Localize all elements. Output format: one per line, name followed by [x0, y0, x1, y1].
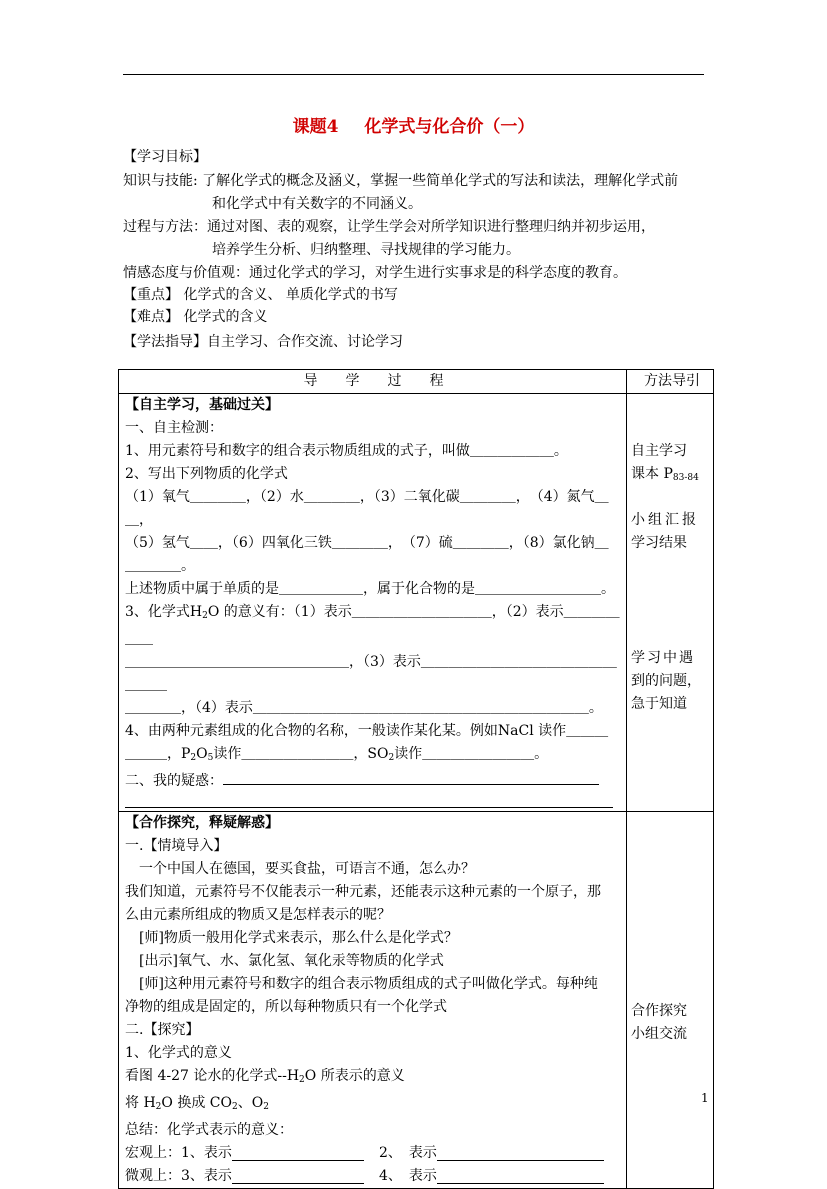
objective-knowledge-cont: 和化学式中有关数字的不同涵义。 [212, 196, 422, 212]
cooperative-content [119, 812, 627, 1189]
macro-2-label: 2、 表示 [379, 1145, 437, 1161]
self-study-content [119, 394, 627, 812]
question-3-cont2: ＿＿＿＿，（4）表示＿＿＿＿＿＿＿＿＿＿＿＿＿＿＿＿＿＿＿＿＿＿＿＿。 [125, 700, 603, 716]
micro-3-blank[interactable] [232, 1169, 364, 1184]
doubts-row-2 [125, 793, 622, 811]
page-number: 1 [701, 1091, 709, 1105]
intro-text-1: 我们知道，元素符号不仅能表示一种元素，还能表示这种元素的一个原子，那 [125, 884, 601, 900]
scenario-text: 一个中国人在德国，要买食盐，可语言不通，怎么办？ [125, 861, 475, 877]
teacher-definition-1: [师]这种用元素符号和数字的组合表示物质组成的式子叫做化学式。每种纯 [125, 976, 598, 992]
guide-problems-2: 到的问题， [631, 673, 701, 689]
macro-row [125, 1142, 622, 1165]
section-self-study [119, 394, 714, 812]
micro-4-label: 4、 表示 [379, 1168, 437, 1184]
macro-1-blank[interactable] [232, 1146, 364, 1161]
doubts-row [125, 770, 622, 793]
objectives-heading: 【学习目标】 [123, 149, 207, 165]
summary-label: 总结：化学式表示的意义： [125, 1122, 293, 1138]
self-check-label: 一、自主检测： [125, 420, 223, 436]
doubts-blank-1[interactable] [223, 770, 599, 785]
guide-textbook: 课本 $P_{83-84}$ [631, 466, 699, 483]
doubts-label: 二、我的疑惑： [125, 773, 223, 789]
objective-knowledge: 知识与技能: 了解化学式的概念及涵义，掌握一些简单化学式的写法和读法，理解化学式前 [123, 173, 679, 189]
question-3: 3、化学式$H_2O$ 的意义有：（1）表示＿＿＿＿＿＿＿＿＿＿，（2）表示＿＿＿＿＿＿ [125, 604, 620, 647]
header-method-guide: 方法导引 [627, 370, 714, 394]
self-study-heading: 【自主学习，基础过关】 [125, 397, 279, 413]
cooperative-guide [627, 812, 714, 1189]
table-header-row [119, 370, 714, 394]
difficult-point: 【难点】 化学式的含义 [123, 309, 268, 325]
guide-group-exchange: 小组交流 [631, 1026, 687, 1042]
page-title [0, 112, 827, 137]
self-study-guide [627, 394, 714, 812]
micro-4-blank[interactable] [437, 1169, 604, 1184]
doubts-blank-2[interactable] [125, 793, 613, 808]
teacher-definition-2: 净物的组成是固定的，所以每种物质只有一个化学式 [125, 999, 447, 1015]
micro-3-label: 微观上：3、表示 [125, 1168, 232, 1184]
guide-problems-1: 学习中遇 [631, 650, 695, 666]
question-2-classify: 上述物质中属于单质的是＿＿＿＿＿＿，属于化合物的是＿＿＿＿＿＿＿＿＿。 [125, 581, 615, 597]
guide-cooperative: 合作探究 [631, 1003, 687, 1019]
macro-1-label: 宏观上：1、表示 [125, 1145, 232, 1161]
explore-replace: 将 $H_2O$ 换成 $CO_2$、$O_2$ [125, 1095, 269, 1112]
objective-process: 过程与方法：通过对图、表的观察，让学生学会对所学知识进行整理归纳并初步运用， [123, 219, 655, 235]
question-1: 1、用元素符号和数字的组合表示物质组成的式子，叫做＿＿＿＿＿＿。 [125, 443, 568, 459]
header-process: 导 学 过 程 [119, 370, 627, 394]
explore-heading: 二.【探究】 [125, 1022, 200, 1038]
micro-row [125, 1165, 622, 1188]
question-2-row2: （5）氢气＿＿，（6）四氧化三铁＿＿＿＿， （7）硫＿＿＿＿，（8）氯化钠＿ [125, 535, 609, 551]
objective-attitude: 情感态度与价值观：通过化学式的学习，对学生进行实事求是的科学态度的教育。 [123, 265, 627, 281]
scenario-heading: 一.【情境导入】 [125, 838, 228, 854]
cooperative-heading: 【合作探究，释疑解惑】 [125, 815, 279, 831]
question-4: 4、由两种元素组成的化合物的名称，一般读作某化某。例如NaCl 读作＿＿＿ [125, 723, 609, 739]
explore-figure: 看图 4-27 论水的化学式$--H_2O$ 所表示的意义 [125, 1068, 405, 1085]
question-2-row1: （1）氧气＿＿＿＿，（2）水＿＿＿＿，（3）二氧化碳＿＿＿＿， （4）氮气＿＿， [125, 489, 609, 528]
guide-self-study: 自主学习 [631, 443, 687, 459]
explore-item-1: 1、化学式的意义 [125, 1045, 232, 1061]
guide-learning-result: 学习结果 [631, 535, 687, 551]
section-cooperative [119, 812, 714, 1189]
header-rule [123, 74, 704, 75]
question-3-cont1: ＿＿＿＿＿＿＿＿＿＿＿＿＿＿＿＿，（3）表示＿＿＿＿＿＿＿＿＿＿＿＿＿＿＿＿＿ [125, 654, 617, 693]
key-point: 【重点】 化学式的含义、 单质化学式的书写 [123, 287, 398, 303]
guide-problems-3: 急于知道 [631, 696, 687, 712]
question-4-cont: ＿＿＿，$P_2O_5$读作＿＿＿＿＿＿＿＿，$SO_2$读作＿＿＿＿＿＿＿＿。 [125, 746, 549, 763]
title-topic: 化学式与化合价（一） [364, 117, 535, 137]
title-lesson: 课题4 [292, 117, 339, 137]
objective-process-cont: 培养学生分析、归纳整理、寻找规律的学习能力。 [212, 242, 520, 258]
question-2-row3: ＿＿＿＿。 [125, 558, 195, 574]
learning-method: 【学法指导】自主学习、合作交流、讨论学习 [123, 334, 403, 350]
study-table [118, 369, 714, 1189]
macro-2-blank[interactable] [437, 1146, 604, 1161]
teacher-question: [师]物质一般用化学式来表示，那么什么是化学式？ [125, 930, 458, 946]
guide-group-report: 小组汇报 [631, 512, 699, 528]
show-formulas: [出示]氧气、水、氯化氢、氧化汞等物质的化学式 [125, 953, 444, 969]
question-2: 2、写出下列物质的化学式 [125, 466, 288, 482]
intro-text-2: 么由元素所组成的物质又是怎样表示的呢？ [125, 907, 391, 923]
